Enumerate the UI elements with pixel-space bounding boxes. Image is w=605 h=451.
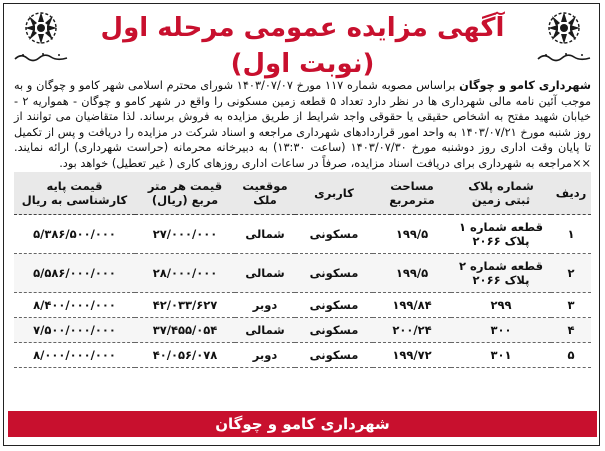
header-area: مساحت مترمربع xyxy=(373,172,451,215)
cell-price-per-meter: ۲۸/۰۰۰/۰۰۰ xyxy=(135,254,235,293)
cell-area: ۱۹۹/۸۴ xyxy=(373,293,451,318)
municipality-logo-right xyxy=(533,8,595,64)
cell-plaque: ۲۹۹ xyxy=(451,293,551,318)
header-row-number: ردیف xyxy=(551,172,591,215)
table-row xyxy=(14,318,591,343)
footer-bar: شهرداری کامو و چوگان xyxy=(8,411,597,437)
table-row xyxy=(14,254,591,293)
cell-usage: مسکونی xyxy=(295,343,373,368)
cell-row-number: ۵ xyxy=(551,343,591,368)
cell-area: ۱۹۹/۷۲ xyxy=(373,343,451,368)
cell-price-per-meter: ۴۲/۰۳۳/۶۲۷ xyxy=(135,293,235,318)
cell-base-price: ۷/۵۰۰/۰۰۰/۰۰۰ xyxy=(14,318,135,343)
cell-base-price: ۸/۰۰۰/۰۰۰/۰۰۰ xyxy=(14,343,135,368)
auction-table xyxy=(14,172,591,368)
cell-usage: مسکونی xyxy=(295,215,373,254)
logo-lettering-icon xyxy=(13,52,69,62)
cell-area: ۲۰۰/۲۴ xyxy=(373,318,451,343)
cell-base-price: ۵/۵۸۶/۰۰۰/۰۰۰ xyxy=(14,254,135,293)
cell-usage: مسکونی xyxy=(295,293,373,318)
header-usage: کاربری xyxy=(295,172,373,215)
cell-area: ۱۹۹/۵ xyxy=(373,215,451,254)
cell-location: شمالی xyxy=(235,215,295,254)
cell-row-number: ۴ xyxy=(551,318,591,343)
municipality-emblem-icon xyxy=(538,8,590,52)
cell-row-number: ۳ xyxy=(551,293,591,318)
cell-location: دوبر xyxy=(235,343,295,368)
cell-row-number: ۱ xyxy=(551,215,591,254)
cell-price-per-meter: ۴۰/۰۵۶/۰۷۸ xyxy=(135,343,235,368)
table-row xyxy=(14,343,591,368)
cell-base-price: ۸/۴۰۰/۰۰۰/۰۰۰ xyxy=(14,293,135,318)
cell-price-per-meter: ۳۷/۴۵۵/۰۵۴ xyxy=(135,318,235,343)
header-plaque: شماره پلاک ثبتی زمین xyxy=(451,172,551,215)
table-header-row xyxy=(14,172,591,215)
header-location: موقعیت ملک xyxy=(235,172,295,215)
header-base-price: قیمت پایه کارشناسی به ریال xyxy=(14,172,135,215)
cell-row-number: ۲ xyxy=(551,254,591,293)
cell-plaque: ۳۰۰ xyxy=(451,318,551,343)
cell-plaque: قطعه شماره ۱ پلاک ۲۰۶۶ xyxy=(451,215,551,254)
header-price-per-meter: قیمت هر متر مربع (ریال) xyxy=(135,172,235,215)
cell-usage: مسکونی xyxy=(295,318,373,343)
cell-plaque: قطعه شماره ۲ پلاک ۲۰۶۶ xyxy=(451,254,551,293)
body-text: براساس مصوبه شماره ۱۱۷ مورخ ۱۴۰۳/۰۷/۰۷ شورای محترم اسلامی شهر کامو و چوگان و به موجب آئین نامه مالی شهرداری ها در نظر دارد تعداد ۵ قطعه زمین مسکونی را واقع در شهر کامو و چوگان - همواریه ۲ - خیابان شهید مفتح به اشخاص حقیقی یا حقوقی واجد شرایط از طریق مزایده به فروش برساند. لذا متقاضیان می توانند از روز شنبه مورخ ۱۴۰۳/۰۷/۲۱ به واحد امور قراردادهای شهرداری مراجعه و اسناد شرکت در مزایده را دریافت و پس از تکمیل تا پایان وقت اداری روز دوشنبه مورخ ۱۴۰۳/۰۷/۳۰ (ساعت ۱۳:۳۰) به دبیرخانه محرمانه (حراست شهرداری) ارائه نمایند. ××مراجعه به شهرداری برای دریافت اسناد مزایده، صرفاً در ساعات اداری روزهای کاری ( غیر تعطیل) خواهد بود. xyxy=(14,79,591,170)
cell-price-per-meter: ۲۷/۰۰۰/۰۰۰ xyxy=(135,215,235,254)
cell-usage: مسکونی xyxy=(295,254,373,293)
cell-base-price: ۵/۳۸۶/۵۰۰/۰۰۰ xyxy=(14,215,135,254)
cell-location: شمالی xyxy=(235,254,295,293)
table-row xyxy=(14,215,591,254)
body-lead: شهرداری کامو و چوگان xyxy=(459,79,592,92)
logo-lettering-icon xyxy=(536,52,592,62)
municipality-logo-left xyxy=(10,8,72,64)
cell-location: دوبر xyxy=(235,293,295,318)
cell-area: ۱۹۹/۵ xyxy=(373,254,451,293)
table-row xyxy=(14,293,591,318)
notice-headline: آگهی مزایده عمومی مرحله اول (نوبت اول) xyxy=(100,13,505,79)
municipality-emblem-icon xyxy=(15,8,67,52)
cell-plaque: ۳۰۱ xyxy=(451,343,551,368)
cell-location: شمالی xyxy=(235,318,295,343)
notice-body xyxy=(14,78,591,172)
